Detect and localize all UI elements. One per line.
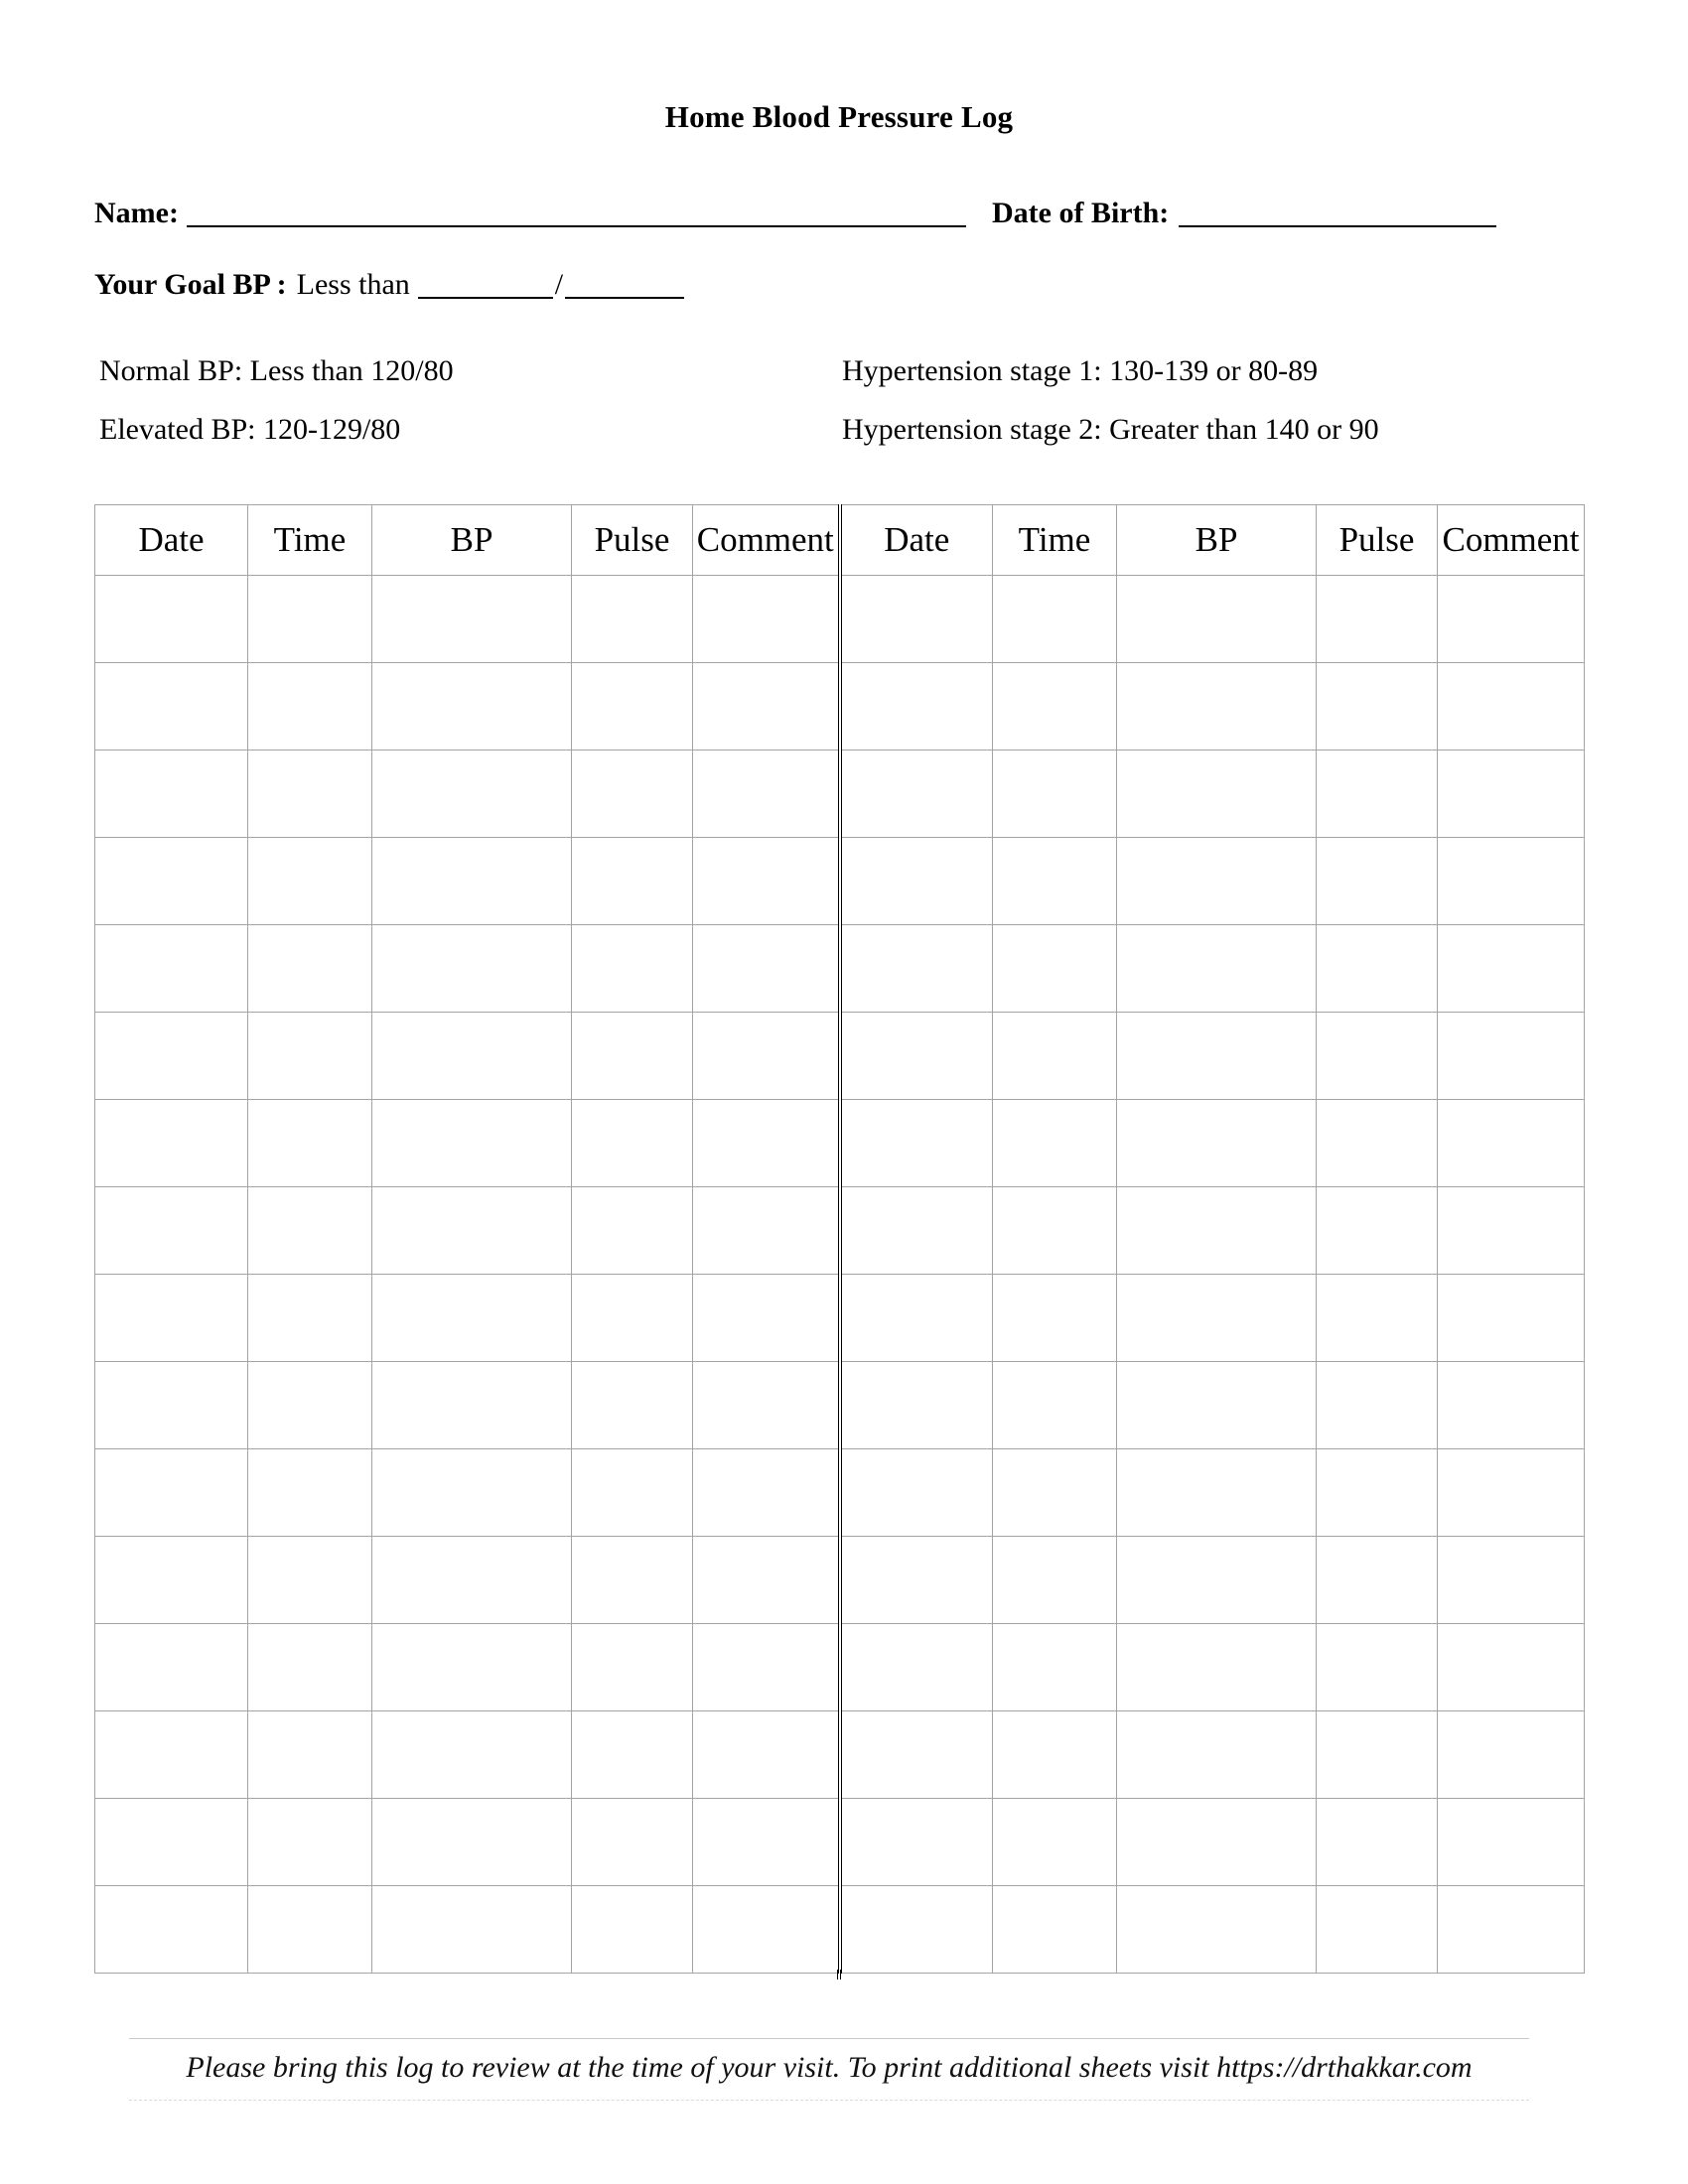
empty-cell-comment	[1438, 1799, 1585, 1886]
table-row	[95, 751, 1585, 838]
empty-cell-time	[248, 925, 372, 1013]
empty-cell-time	[248, 751, 372, 838]
empty-cell-time	[993, 1711, 1117, 1799]
empty-cell-time	[248, 1624, 372, 1711]
empty-cell-pulse	[1317, 1275, 1438, 1362]
empty-cell-bp	[1117, 1100, 1317, 1187]
bp-reference-row-2	[99, 412, 1584, 448]
empty-cell-comment	[1438, 1449, 1585, 1537]
empty-cell-pulse	[572, 1886, 693, 1974]
empty-cell-date	[840, 1449, 993, 1537]
empty-cell-bp	[372, 925, 572, 1013]
empty-cell-date	[840, 663, 993, 751]
empty-cell-time	[993, 751, 1117, 838]
table-row	[95, 1187, 1585, 1275]
empty-cell-time	[248, 1100, 372, 1187]
empty-cell-date	[95, 1799, 248, 1886]
empty-cell-comment	[1438, 925, 1585, 1013]
empty-cell-time	[993, 1013, 1117, 1100]
empty-cell-bp	[1117, 1537, 1317, 1624]
empty-cell-time	[248, 1537, 372, 1624]
empty-cell-pulse	[1317, 663, 1438, 751]
empty-cell-comment	[1438, 1624, 1585, 1711]
empty-cell-bp	[372, 1799, 572, 1886]
table-row	[95, 1013, 1585, 1100]
empty-cell-comment	[1438, 576, 1585, 663]
col-header-date-2: Date	[840, 505, 993, 576]
empty-cell-date	[95, 1187, 248, 1275]
empty-cell-pulse	[1317, 1013, 1438, 1100]
empty-cell-pulse	[572, 663, 693, 751]
empty-cell-bp	[372, 838, 572, 925]
empty-cell-bp	[1117, 576, 1317, 663]
col-header-bp-1: BP	[372, 505, 572, 576]
empty-cell-comment	[693, 1449, 840, 1537]
empty-cell-time	[993, 1886, 1117, 1974]
empty-cell-bp	[1117, 1449, 1317, 1537]
empty-cell-date	[95, 925, 248, 1013]
empty-cell-pulse	[572, 1362, 693, 1449]
empty-cell-comment	[693, 1187, 840, 1275]
empty-cell-comment	[693, 1537, 840, 1624]
empty-cell-pulse	[572, 925, 693, 1013]
empty-cell-pulse	[572, 1799, 693, 1886]
empty-cell-time	[248, 1886, 372, 1974]
empty-cell-comment	[1438, 1187, 1585, 1275]
empty-cell-bp	[1117, 1275, 1317, 1362]
table-row	[95, 838, 1585, 925]
empty-cell-date	[95, 838, 248, 925]
empty-cell-date	[95, 1449, 248, 1537]
empty-cell-comment	[693, 925, 840, 1013]
empty-cell-date	[840, 1886, 993, 1974]
empty-cell-date	[840, 1711, 993, 1799]
empty-cell-pulse	[572, 1624, 693, 1711]
empty-cell-time	[248, 576, 372, 663]
empty-cell-pulse	[572, 1449, 693, 1537]
empty-cell-date	[95, 1537, 248, 1624]
dob-label: Date of Birth:	[991, 197, 1170, 229]
empty-cell-pulse	[572, 1711, 693, 1799]
empty-cell-bp	[1117, 925, 1317, 1013]
empty-cell-time	[993, 1100, 1117, 1187]
empty-cell-bp	[372, 751, 572, 838]
empty-cell-bp	[372, 1886, 572, 1974]
bp-log-table	[94, 504, 1585, 1974]
empty-cell-pulse	[572, 576, 693, 663]
table-row	[95, 1711, 1585, 1799]
empty-cell-time	[993, 1799, 1117, 1886]
empty-cell-time	[248, 1449, 372, 1537]
empty-cell-bp	[372, 663, 572, 751]
empty-cell-pulse	[1317, 1187, 1438, 1275]
empty-cell-pulse	[1317, 1362, 1438, 1449]
empty-cell-pulse	[1317, 1449, 1438, 1537]
empty-cell-time	[993, 925, 1117, 1013]
table-row	[95, 1449, 1585, 1537]
empty-cell-pulse	[1317, 751, 1438, 838]
col-header-time-1: Time	[248, 505, 372, 576]
name-dob-row	[94, 199, 1529, 228]
empty-cell-date	[95, 1275, 248, 1362]
empty-cell-comment	[1438, 1013, 1585, 1100]
empty-cell-bp	[372, 1449, 572, 1537]
empty-cell-comment	[1438, 1886, 1585, 1974]
empty-cell-comment	[1438, 838, 1585, 925]
empty-cell-comment	[693, 1013, 840, 1100]
empty-cell-date	[95, 1100, 248, 1187]
empty-cell-pulse	[572, 838, 693, 925]
elevated-bp-text: Elevated BP: 120-129/80	[99, 413, 401, 446]
empty-cell-time	[248, 1711, 372, 1799]
empty-cell-bp	[372, 576, 572, 663]
empty-cell-time	[993, 1537, 1117, 1624]
empty-cell-time	[248, 1275, 372, 1362]
table-row	[95, 1886, 1585, 1974]
empty-cell-time	[248, 1187, 372, 1275]
empty-cell-bp	[372, 1362, 572, 1449]
empty-cell-pulse	[572, 1537, 693, 1624]
empty-cell-comment	[693, 663, 840, 751]
empty-cell-bp	[1117, 751, 1317, 838]
stage2-bp-text: Hypertension stage 2: Greater than 140 or 90	[842, 413, 1379, 446]
empty-cell-date	[840, 1799, 993, 1886]
empty-cell-date	[840, 1624, 993, 1711]
empty-cell-comment	[693, 751, 840, 838]
empty-cell-comment	[693, 1362, 840, 1449]
empty-cell-pulse	[1317, 1886, 1438, 1974]
empty-cell-time	[248, 1362, 372, 1449]
empty-cell-date	[95, 1362, 248, 1449]
empty-cell-date	[95, 1013, 248, 1100]
goal-bp-prefix: Less than	[296, 268, 410, 301]
empty-cell-time	[993, 1362, 1117, 1449]
empty-cell-comment	[1438, 1275, 1585, 1362]
empty-cell-pulse	[1317, 838, 1438, 925]
empty-cell-date	[840, 1537, 993, 1624]
table-header	[95, 505, 1585, 576]
empty-cell-comment	[1438, 1100, 1585, 1187]
empty-cell-date	[840, 838, 993, 925]
col-header-pulse-2: Pulse	[1317, 505, 1438, 576]
normal-bp-text: Normal BP: Less than 120/80	[99, 354, 454, 387]
empty-cell-bp	[372, 1624, 572, 1711]
empty-cell-comment	[1438, 1711, 1585, 1799]
empty-cell-pulse	[572, 1013, 693, 1100]
empty-cell-time	[993, 1187, 1117, 1275]
table-row	[95, 1275, 1585, 1362]
goal-systolic-fill-line	[418, 297, 553, 299]
empty-cell-time	[993, 838, 1117, 925]
col-header-bp-2: BP	[1117, 505, 1317, 576]
empty-cell-time	[248, 838, 372, 925]
empty-cell-bp	[372, 1013, 572, 1100]
empty-cell-date	[95, 576, 248, 663]
table-header-row	[95, 505, 1585, 576]
empty-cell-bp	[1117, 1187, 1317, 1275]
empty-cell-comment	[693, 1886, 840, 1974]
empty-cell-pulse	[572, 1100, 693, 1187]
name-fill-line	[187, 225, 966, 227]
table-row	[95, 663, 1585, 751]
goal-bp-row	[94, 270, 684, 300]
table-row	[95, 925, 1585, 1013]
empty-cell-bp	[1117, 1013, 1317, 1100]
table-row	[95, 1537, 1585, 1624]
empty-cell-bp	[1117, 1624, 1317, 1711]
dob-fill-line	[1179, 225, 1496, 227]
empty-cell-pulse	[1317, 1100, 1438, 1187]
empty-cell-time	[993, 1449, 1117, 1537]
empty-cell-time	[993, 1275, 1117, 1362]
empty-cell-comment	[693, 838, 840, 925]
empty-cell-bp	[372, 1100, 572, 1187]
empty-cell-time	[993, 1624, 1117, 1711]
empty-cell-date	[840, 1100, 993, 1187]
empty-cell-comment	[693, 1624, 840, 1711]
empty-cell-comment	[1438, 1362, 1585, 1449]
empty-cell-date	[95, 1624, 248, 1711]
empty-cell-pulse	[1317, 1711, 1438, 1799]
empty-cell-comment	[1438, 751, 1585, 838]
empty-cell-time	[248, 1799, 372, 1886]
empty-cell-pulse	[1317, 576, 1438, 663]
empty-cell-bp	[1117, 1799, 1317, 1886]
empty-cell-comment	[693, 576, 840, 663]
empty-cell-date	[840, 1275, 993, 1362]
table-row	[95, 576, 1585, 663]
empty-cell-bp	[1117, 1362, 1317, 1449]
empty-cell-comment	[1438, 1537, 1585, 1624]
goal-diastolic-fill-line	[565, 297, 684, 299]
footer-note-text: Please bring this log to review at the time of your visit. To print additional sheets visit https://drthakkar.com	[186, 2051, 1473, 2084]
empty-cell-pulse	[572, 751, 693, 838]
empty-cell-comment	[1438, 663, 1585, 751]
table-row	[95, 1362, 1585, 1449]
empty-cell-bp	[372, 1537, 572, 1624]
empty-cell-comment	[693, 1100, 840, 1187]
empty-cell-bp	[1117, 1886, 1317, 1974]
empty-cell-time	[993, 663, 1117, 751]
empty-cell-bp	[372, 1275, 572, 1362]
empty-cell-time	[248, 1013, 372, 1100]
empty-cell-date	[95, 1711, 248, 1799]
name-label: Name:	[94, 197, 179, 229]
empty-cell-comment	[693, 1799, 840, 1886]
col-header-comment-1: Comment	[693, 505, 840, 576]
empty-cell-date	[840, 1013, 993, 1100]
bp-reference-row-1	[99, 353, 1584, 389]
center-divider-tail	[837, 1970, 841, 1979]
empty-cell-bp	[372, 1187, 572, 1275]
page-title: Home Blood Pressure Log	[664, 99, 1014, 134]
empty-cell-date	[95, 1886, 248, 1974]
empty-cell-pulse	[1317, 1624, 1438, 1711]
empty-cell-bp	[1117, 663, 1317, 751]
col-header-pulse-1: Pulse	[572, 505, 693, 576]
empty-cell-time	[993, 576, 1117, 663]
table-row	[95, 1799, 1585, 1886]
empty-cell-bp	[1117, 838, 1317, 925]
empty-cell-bp	[1117, 1711, 1317, 1799]
empty-cell-pulse	[1317, 1799, 1438, 1886]
empty-cell-pulse	[1317, 925, 1438, 1013]
empty-cell-pulse	[572, 1187, 693, 1275]
empty-cell-date	[840, 1362, 993, 1449]
goal-bp-label: Your Goal BP :	[94, 268, 287, 301]
empty-cell-date	[840, 751, 993, 838]
empty-cell-pulse	[1317, 1537, 1438, 1624]
empty-cell-date	[840, 576, 993, 663]
table-row	[95, 1624, 1585, 1711]
col-header-comment-2: Comment	[1438, 505, 1585, 576]
footer-note	[129, 2038, 1529, 2101]
goal-bp-slash: /	[554, 268, 564, 301]
empty-cell-date	[840, 925, 993, 1013]
empty-cell-bp	[372, 1711, 572, 1799]
table-body	[95, 576, 1585, 1974]
empty-cell-date	[95, 663, 248, 751]
stage1-bp-text: Hypertension stage 1: 130-139 or 80-89	[842, 354, 1319, 387]
col-header-date-1: Date	[95, 505, 248, 576]
empty-cell-comment	[693, 1711, 840, 1799]
table-row	[95, 1100, 1585, 1187]
col-header-time-2: Time	[993, 505, 1117, 576]
empty-cell-date	[95, 751, 248, 838]
empty-cell-comment	[693, 1275, 840, 1362]
empty-cell-date	[840, 1187, 993, 1275]
empty-cell-time	[248, 663, 372, 751]
empty-cell-pulse	[572, 1275, 693, 1362]
